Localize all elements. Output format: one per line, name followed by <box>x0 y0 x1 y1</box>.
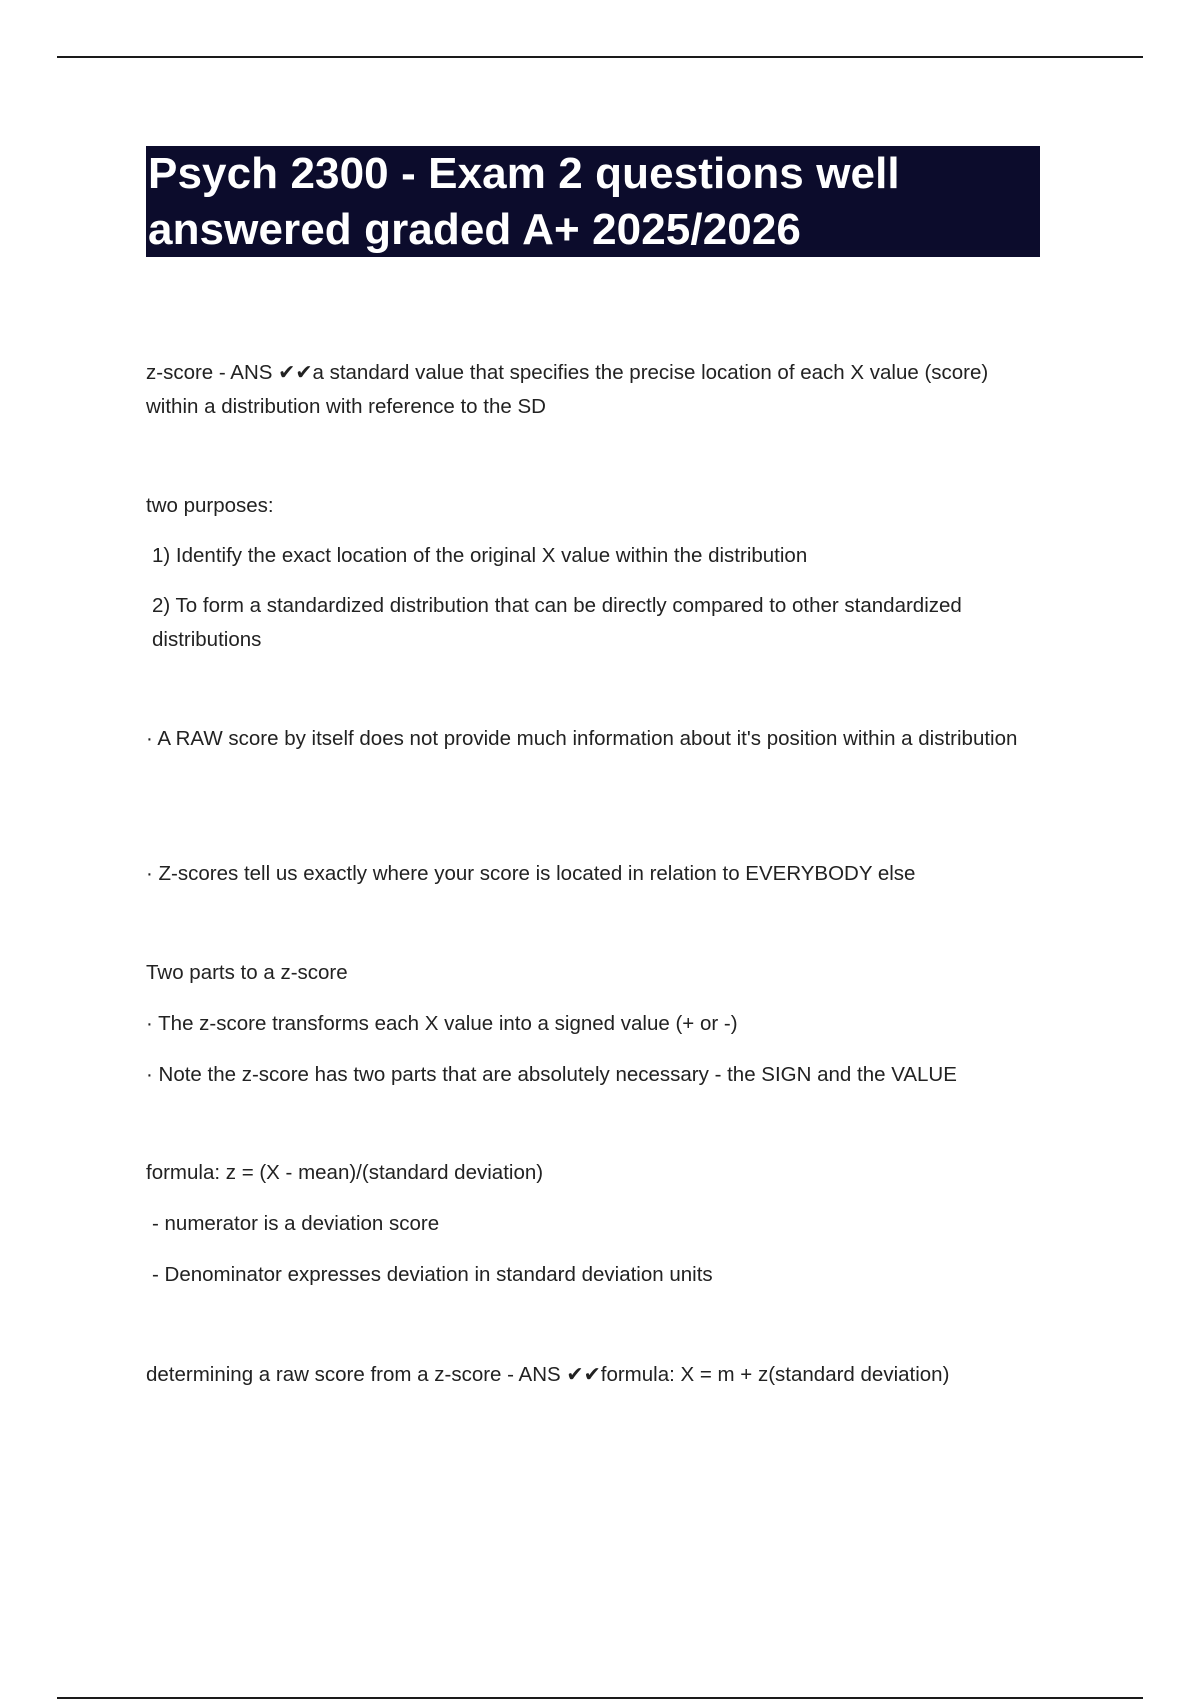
title-banner <box>146 146 1040 257</box>
paragraph-sign-value: · Note the z-score has two parts that are absolutely necessary - the SIGN and the VALUE <box>146 1063 957 1086</box>
paragraph-denominator: - Denominator expresses deviation in standard deviation units <box>152 1263 713 1286</box>
paragraph-purpose-1: 1) Identify the exact location of the original X value within the distribution <box>152 544 808 567</box>
paragraph-formula-z: formula: z = (X - mean)/(standard deviation) <box>146 1161 544 1184</box>
paragraph-two-parts: Two parts to a z-score <box>146 961 348 984</box>
paragraph-numerator: - numerator is a deviation score <box>152 1212 440 1235</box>
paragraph-purpose-2: 2) To form a standardized distribution that can be directly compared to other standardized distributions <box>152 594 962 651</box>
top-rule <box>57 56 1143 58</box>
bottom-rule <box>57 1697 1143 1699</box>
paragraph-zscore-definition: z-score - ANS ✔✔a standard value that specifies the precise location of each X value (score) within a distribution with reference to the SD <box>146 361 989 418</box>
paragraph-transforms: · The z-score transforms each X value into a signed value (+ or -) <box>146 1012 738 1035</box>
paragraph-two-purposes: two purposes: <box>146 494 274 517</box>
page-title: Psych 2300 - Exam 2 questions well answered graded A+ 2025/2026 <box>148 149 900 254</box>
paragraph-raw-from-z: determining a raw score from a z-score - ANS ✔✔formula: X = m + z(standard deviation) <box>146 1363 950 1386</box>
paragraph-raw-score: · A RAW score by itself does not provide much information about it's position within a distribution <box>146 727 1018 750</box>
paragraph-zscores-tell: · Z-scores tell us exactly where your score is located in relation to EVERYBODY else <box>146 862 916 885</box>
